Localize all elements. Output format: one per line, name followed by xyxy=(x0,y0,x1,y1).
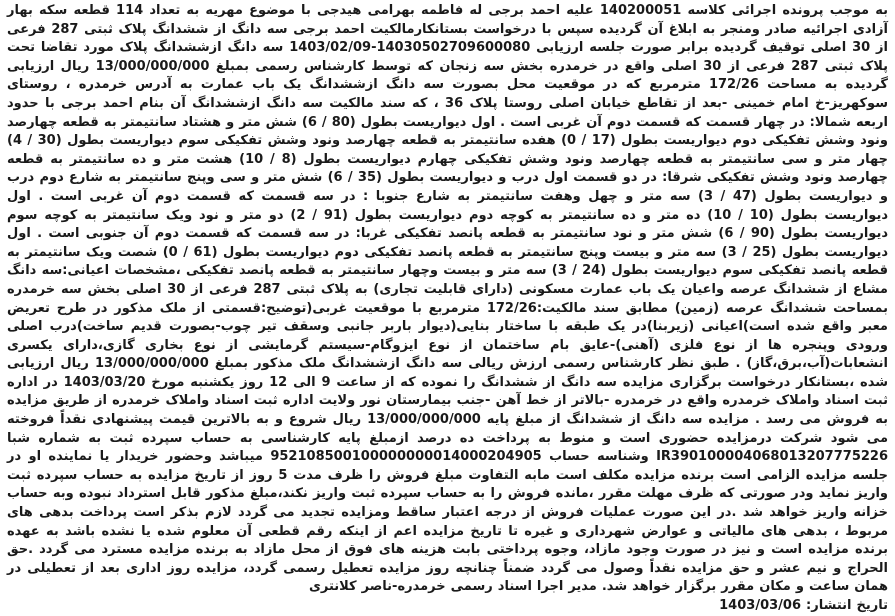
publish-date-value: 1403/03/06 xyxy=(719,598,801,613)
publish-date-label: تاریخ انتشار xyxy=(811,598,888,613)
notice-body-text: به موجب پرونده اجرائی کلاسه 140200051 علیه احمد برجی له فاطمه بهرامی هیدجی با موضوع مهریه به تعداد 114 قطعه سکه بهار آزادی اجرائیه صادر ومنجر به ابلاغ آن گردیده سپس با درخواست بستانکارمالکیت احمد برجی سه دانگ از ششدانگ پلاک ثبتی 287 فرعی از 30 اصلی توقیف گردیده برابر صورت جلسه ارزیابی 14030502709600080-1403/02/09 سه دانگ ازششدانگ پلاک مورد تقاضا تحت پلاک ثبتی 287 فرعی از 30 اصلی واقع در خرمدره بخش سه زنجان که توسط کارشناس رسمی بمبلغ 13/000/000/000 ریال ارزیابی گردیده به مساحت 172/26 مترمربع که در موقعیت محل بصورت سه دانگ ازششدانگ یک باب عمارت به آدرس خرمدره ، روستای سوکهریز-خ امام خمینی -بعد از تقاطع خیابان اصلی روستا پلاک 36 ، که سند مالکیت سه دانگ ازششدانگ آن بنام احمد برجی با حدود اربعه شمالا: در چهار قسمت که قسمت دوم آن غربی است . اول دیواریست بطول (80 / 6) شش متر و هشتاد سانتیمتر به قطعه چهارصد ونود وشش تفکیکی دوم دیواریست بطول (17 / 0) هفده سانتیمتر به قطعه چهارصد ونود وشش تفکیکی سوم دیواریست بطول (30 / 4) چهار متر و سی سانتیمتر به قطعه چهارصد ونود وشش تفکیکی چهارم دیواریست بطول (8 / 10) هشت متر و ده سانتیمتر به قطعه چهارصد ونود وشش تفکیکی شرقا: در دو قسمت اول درب و دیواریست بطول (35 / 6) شش متر و سی وپنج سانتیمتر به شارع دوم درب و دیواریست بطول (47 / 3) سه متر و چهل وهفت سانتیمتر به شارع جنوبا : در سه قسمت که قسمت دوم آن غربی است . اول دیواریست بطول (10 / 10) ده متر و ده سانتیمتر به کوچه دوم دیواریست بطول (91 / 2) دو متر و نود ویک سانتیمتر به کوچه سوم دیواریست بطول (90 / 6) شش متر و نود سانتیمتر به قطعه پانصد تفکیکی غربا: در سه قسمت که قسمت دوم آن جنوبی است . اول دیواریست بطول (25 / 3) سه متر و بیست وپنج سانتیمتر به قطعه پانصد تفکیکی دوم دیواریست بطول (61 / 0) شصت ویک سانتیمتر به قطعه پانصد تفکیکی سوم دیواریست بطول (24 / 3) سه متر و بیست وچهار سانتیمتر به قطعه پانصد تفکیکی ،مشخصات اعیانی:سه دانگ مشاع از ششدانگ عرصه واعیان یک باب عمارت مسکونی (دارای قابلیت تجاری) به پلاک ثبتی 287 فرعی از 30 اصلی بخش سه خرمدره بمساحت ششدانگ عرصه (زمین) مطابق سند مالکیت:172/26 مترمربع با موقعیت غربی(توضیح:قسمتی از ملک مذکور در طرح تعریض معبر واقع شده است)اعیانی (زیربنا)در یک طبقه با ساختار بنایی(دیوار باربر جانبی وسقف تیر چوب-بصورت قدیم ساخت)درب اصلی ورودی وپنجره ها از نوع فلزی (آهنی)-عایق بام ساختمان از نوع ایزوگام-سیستم گرمایشی از نوع بخاری گازی،دارای یکسری انشعابات(آب،برق،گاز) . طبق نظر کارشناس رسمی ارزش ریالی سه دانگ ازششدانگ ملک مذکور بمبلغ 13/000/000/000 ریال ارزیابی شده ،بستانکار درخواست برگزاری مزایده سه دانگ از ششدانگ را نموده که از ساعت 9 الی 12 روز یکشنبه مورخ 1403/03/20 در اداره ثبت اسناد واملاک خرمدره واقع در خرمدره -بالاتر از خط آهن -جنب بیمارستان نور ولایت اداره ثبت اسناد واملاک خرمدره از طریق مزایده به فروش می رسد . مزایده سه دانگ از ششدانگ از مبلغ پایه 13/000/000/000 ریال شروع و به بالاترین قیمت پیشنهادی نقداً فروخته می شود شرکت درمزایده حضوری است و منوط به پرداخت ده درصد ازمبلغ پایه کارشناسی به حساب سپرده ثبت به شماره شبا IR390100004068013207775226 وشناسه حساب 952108500100000000014000204905 میباشد وحضور خریدار یا نماینده او در جلسه مزایده الزامی است برنده مزایده مکلف است مابه التفاوت مبلغ فروش را ظرف مدت 5 روز از تاریخ مزایده به حساب سپرده ثبت واریز نماید ودر صورتی که ظرف مهلت مقرر ،مانده فروش را به حساب سپرده ثبت واریز نکند،مبلغ مذکور قابل استرداد نبوده وبه حساب خزانه واریز خواهد شد .در این صورت عملیات فروش از درجه اعتبار ساقط ومزایده تجدید می گردد لازم بذکر است پرداخت بدهی های مربوط ، بدهی های مالیاتی و عوارض شهرداری و غیره تا تاریخ مزایده اعم از اینکه رقم قطعی آن معلوم شده یا نشده باشد به عهده برنده مزایده است و نیز در صورت وجود مازاد، وجوه پرداختی بابت هزینه های فوق از محل مازاد به برنده مزایده مسترد می گردد .حق الحراج و نیم عشر و حق مزایده نقداً وصول می گردد ضمناً چنانچه روز مزایده تعطیل رسمی گردد، مزایده روز اداری بعد از تعطیلی در همان ساعت و مکان مقرر برگزار خواهد شد. مدیر اجرا اسناد رسمی خرمدره-ناصر کلانتری xyxy=(7,3,889,595)
publish-date: تاریخ انتشار: 1403/03/06 xyxy=(719,598,888,613)
